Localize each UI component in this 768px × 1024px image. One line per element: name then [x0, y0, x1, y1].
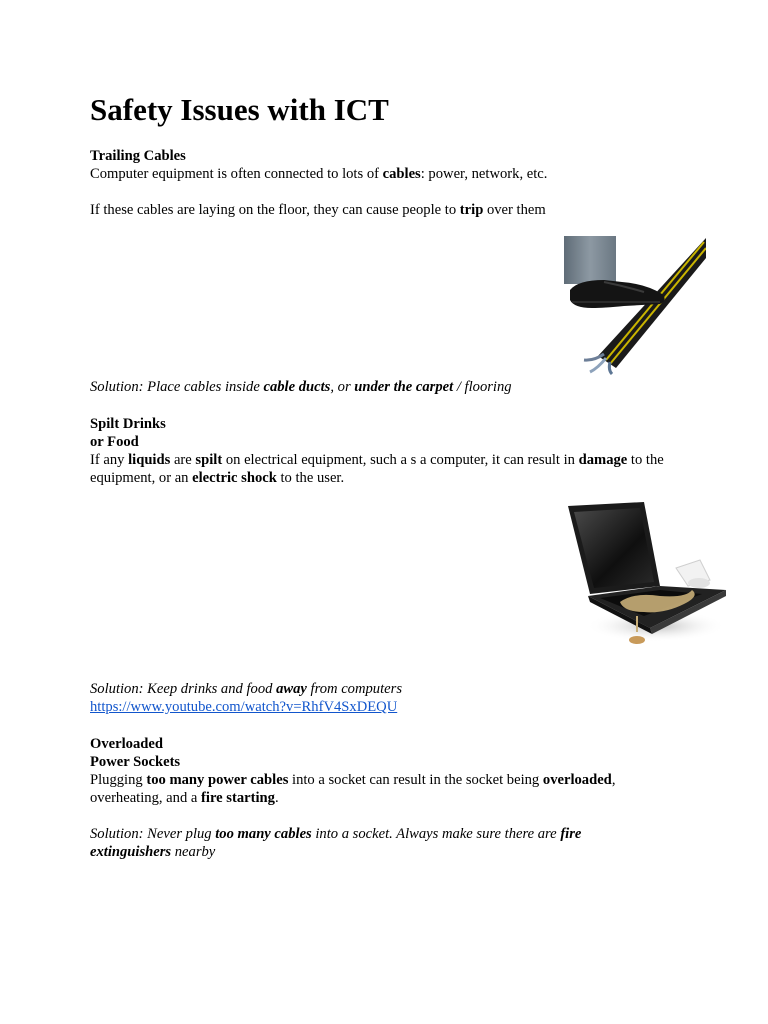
spilt-drinks-heading: Spilt Drinks [90, 416, 166, 432]
spilt-drinks-paragraph: If any liquids are spilt on electrical equipment, such a s a computer, it can result in damage to the equipment, or an electric shock to the user. [90, 452, 664, 486]
laptop-spill-image [564, 498, 728, 660]
page-title: Safety Issues with ICT [90, 92, 389, 127]
spilt-drinks-solution: Solution: Keep drinks and food away from computers [90, 681, 402, 697]
trailing-cables-paragraph-2: If these cables are laying on the floor, they can cause people to trip over them [90, 202, 546, 218]
youtube-link[interactable]: https://www.youtube.com/watch?v=RhfV4SxDEQU [90, 699, 398, 715]
trailing-cables-heading: Trailing Cables [90, 148, 186, 164]
overloaded-sockets-paragraph: Plugging too many power cables into a socket can result in the socket being overloaded, overheating, and a fire starting. [90, 772, 616, 806]
overloaded-sockets-solution: Solution: Never plug too many cables into a socket. Always make sure there are fire extinguishers nearby [90, 826, 582, 860]
overloaded-sockets-heading-line-2: Power Sockets [90, 754, 181, 770]
overloaded-sockets-heading: Overloaded [90, 736, 163, 752]
youtube-link-line [90, 698, 397, 716]
spilt-drinks-heading-line-2: or Food [90, 434, 139, 450]
trailing-cables-solution: Solution: Place cables inside cable ducts, or under the carpet / flooring [90, 379, 512, 395]
trailing-cables-paragraph-1: Computer equipment is often connected to lots of cables: power, network, etc. [90, 166, 548, 182]
cable-duct-image [564, 236, 706, 378]
